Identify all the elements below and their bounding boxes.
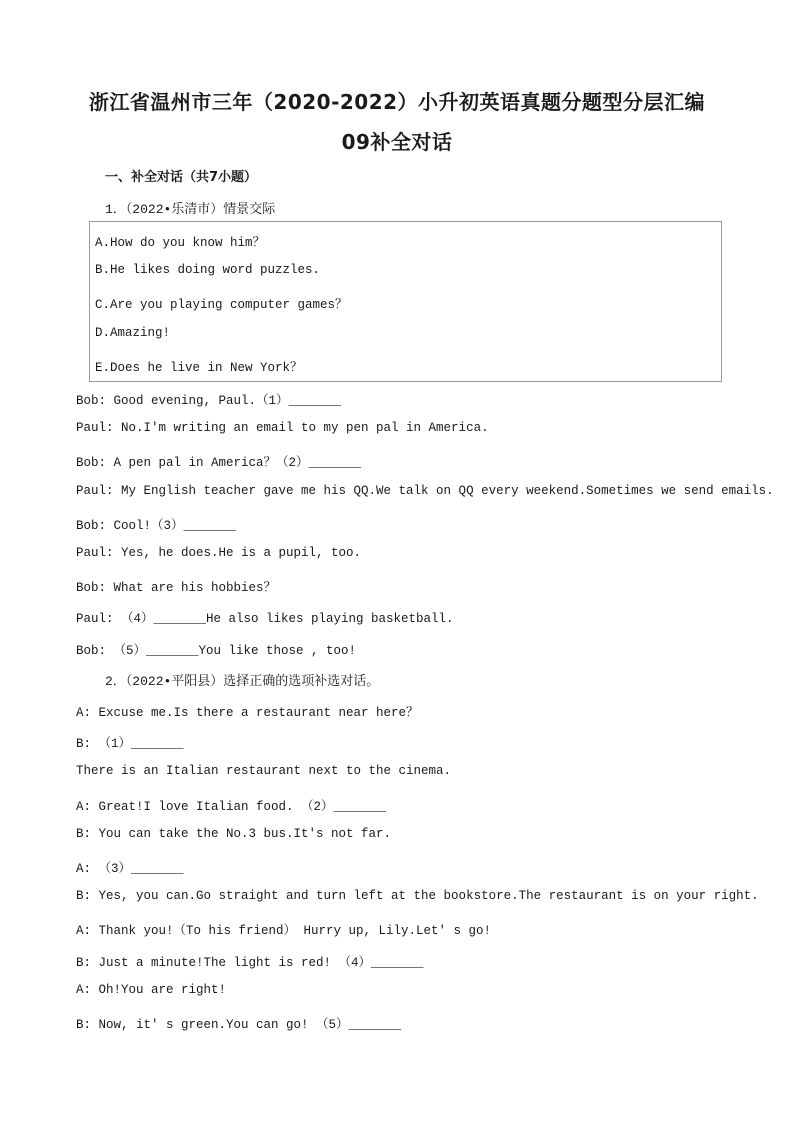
q2-dialogue-line: There is an Italian restaurant next to the cinema. [76, 764, 452, 778]
options-box [89, 221, 722, 382]
q1-dialogue-line: Paul: My English teacher gave me his QQ.We talk on QQ every weekend.Sometimes we send emails. [76, 484, 774, 498]
q2-dialogue-line: A: Thank you!（To his friend） Hurry up, Lily.Let' s go! [76, 924, 492, 938]
option-b: B.He likes doing word puzzles. [95, 263, 321, 277]
q2-dialogue-line: B: Just a minute!The light is red! （4）_______ [76, 956, 424, 970]
q2-dialogue-line: A: （3）_______ [76, 862, 184, 876]
q1-dialogue-line: Paul: （4）_______He also likes playing basketball. [76, 612, 454, 626]
document-title: 浙江省温州市三年（2020-2022）小升初英语真题分题型分层汇编 [88, 90, 706, 114]
option-c: C.Are you playing computer games？ [95, 298, 348, 312]
q2-dialogue-line: B: Now, it' s green.You can go! （5）_______ [76, 1018, 402, 1032]
option-e: E.Does he live in New York？ [95, 361, 303, 375]
q1-dialogue-line: Bob: What are his hobbies？ [76, 581, 277, 595]
q2-dialogue-line: A: Excuse me.Is there a restaurant near here？ [76, 706, 419, 720]
q1-dialogue-line: Paul: No.I'm writing an email to my pen pal in America. [76, 421, 489, 435]
q1-dialogue-line: Bob: Good evening, Paul.（1）_______ [76, 394, 342, 408]
q2-dialogue-line: B: （1）_______ [76, 737, 184, 751]
question-1-header: 1．（2022•乐清市）情景交际 [105, 202, 276, 217]
question-2-header: 2．（2022•平阳县）选择正确的选项补选对话。 [105, 674, 380, 689]
q2-dialogue-line: B: Yes, you can.Go straight and turn left at the bookstore.The restaurant is on your right. [76, 889, 759, 903]
q2-dialogue-line: A: Great!I love Italian food. （2）_______ [76, 800, 387, 814]
q2-dialogue-line: B: You can take the No.3 bus.It's not far. [76, 827, 392, 841]
q1-dialogue-line: Bob: Cool!（3）_______ [76, 519, 237, 533]
option-d: D.Amazing! [95, 326, 171, 340]
document-subtitle: 09补全对话 [341, 130, 453, 154]
q1-dialogue-line: Bob: A pen pal in America？（2）_______ [76, 456, 362, 470]
q1-dialogue-line: Paul: Yes, he does.He is a pupil, too. [76, 546, 362, 560]
q2-dialogue-line: A: Oh!You are right! [76, 983, 227, 997]
q1-dialogue-line: Bob: （5）_______You like those , too! [76, 644, 357, 658]
option-a: A.How do you know him？ [95, 236, 266, 250]
section-heading: 一、补全对话（共7小题） [105, 170, 258, 185]
